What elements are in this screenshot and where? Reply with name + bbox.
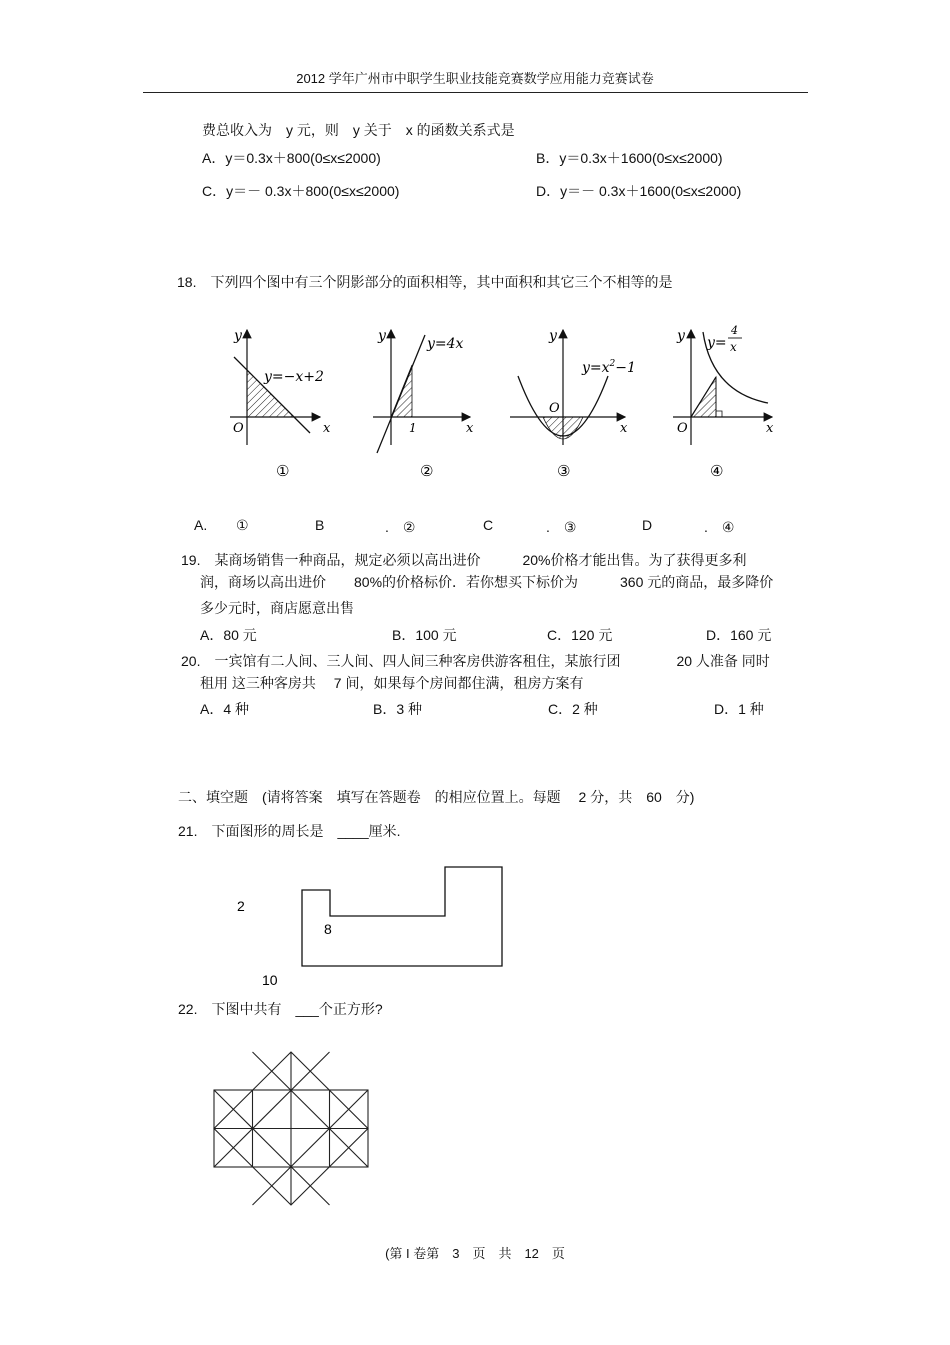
figure-3 [510, 328, 636, 480]
fig2-y-label: y [378, 328, 386, 344]
q17-stem: 费总收入为 y 元，则 y 关于 x 的函数关系式是 [202, 122, 515, 138]
fig4-y-label: y [677, 328, 685, 344]
fig4-eq-numerator: 4 [731, 324, 738, 337]
fig1-x-label: x [323, 421, 331, 436]
q18-option-d-letter: D [642, 517, 653, 533]
q18-option-a-value: ① [236, 517, 249, 533]
q17-option-b: B．y＝0.3x＋1600(0≤x≤2000) [536, 150, 723, 166]
figure-4 [673, 324, 774, 480]
fig4-label: ④ [710, 462, 724, 480]
q21-figure [228, 860, 508, 990]
q20-option-d: D．1 种 [714, 701, 764, 717]
q18-option-c-letter: C [483, 517, 494, 533]
q21-stem: 21. 下面图形的周长是 ____厘米. [178, 823, 401, 839]
page-header: 2012 学年广州市中职学生职业技能竞赛数学应用能力竞赛试卷 [296, 71, 654, 86]
q17-option-a: A．y＝0.3x＋800(0≤x≤2000) [202, 150, 381, 166]
fig2-equation: y=4x [427, 336, 464, 352]
fig4-x-label: x [766, 421, 774, 436]
header-rule [143, 92, 808, 93]
page-footer: (第 I 卷第 3 页 共 12 页 [385, 1246, 565, 1261]
fig2-line [377, 335, 425, 453]
fig1-equation: y=−x+2 [264, 369, 324, 385]
q22-figure [208, 1045, 378, 1220]
q21-polygon [302, 867, 502, 966]
q21-label-8: 8 [324, 921, 332, 937]
q18-option-b-value: . ② [385, 519, 416, 535]
fig1-y-label: y [234, 328, 242, 344]
fig2-label: ② [420, 462, 434, 480]
fig3-equation: $y=x^2-1$ [582, 359, 636, 376]
section-2-title: 二、填空题 (请将答案 填写在答题卷 的相应位置上。每题 2 分，共 60 分) [178, 789, 695, 805]
q18-option-a-letter: A. [194, 517, 208, 533]
fig3-label: ③ [557, 462, 571, 480]
fig3-x-label: x [620, 421, 628, 436]
q18-stem: 18. 下列四个图中有三个阴影部分的面积相等，其中面积和其它三个不相等的是 [177, 274, 673, 290]
q18-option-c-value: . ③ [546, 519, 577, 535]
q17-option-d: D．y＝－ 0.3x＋1600(0≤x≤2000) [536, 183, 742, 199]
q17-option-c: C．y＝－ 0.3x＋800(0≤x≤2000) [202, 183, 400, 199]
q20-option-a: A．4 种 [200, 701, 250, 717]
q20-line-2: 租用 这三种客房共 7 间，如果每个房间都住满，租房方案有 [200, 675, 584, 691]
q20-line-1: 20. 一宾馆有二人间、三人间、四人间三种客房供游客租住，某旅行团 20 人准备 同时 [181, 653, 770, 669]
q21-label-10: 10 [262, 972, 278, 988]
figure-1 [230, 328, 331, 480]
q18-figures [215, 315, 805, 490]
q18-option-b-letter: B [315, 517, 325, 533]
q22-grid [214, 1052, 368, 1205]
q20-option-c: C．2 种 [548, 701, 598, 717]
fig4-right-angle-mark [716, 411, 722, 417]
fig1-label: ① [276, 462, 290, 480]
fig2-tick-label: 1 [409, 421, 417, 435]
q19-option-b: B．100 元 [392, 627, 457, 643]
fig4-eq-y: y= [707, 335, 727, 351]
q19-line-2: 润，商场以高出进价 80%的价格标价．若你想买下标价为 360 元的商品，最多降价 [200, 574, 774, 590]
fig4-eq-denominator: x [730, 340, 737, 354]
figure-2 [373, 328, 474, 480]
fig3-y-label: y [549, 328, 557, 344]
q20-option-b: B．3 种 [373, 701, 423, 717]
q19-option-c: C．120 元 [547, 627, 613, 643]
q19-line-3: 多少元时，商店愿意出售 [200, 600, 354, 616]
q22-stem: 22. 下图中共有 ___个正方形? [178, 1001, 383, 1017]
q18-option-d-value: . ④ [704, 519, 735, 535]
fig1-origin: O [233, 421, 244, 436]
fig2-x-label: x [466, 421, 474, 436]
q19-option-d: D．160 元 [706, 627, 772, 643]
q19-line-1: 19. 某商场销售一种商品，规定必须以高出进价 20%价格才能出售。为了获得更多利 [181, 552, 747, 568]
q19-option-a: A．80 元 [200, 627, 257, 643]
q21-label-2: 2 [237, 898, 245, 914]
fig4-origin: O [677, 421, 688, 436]
fig3-origin: O [549, 401, 560, 416]
